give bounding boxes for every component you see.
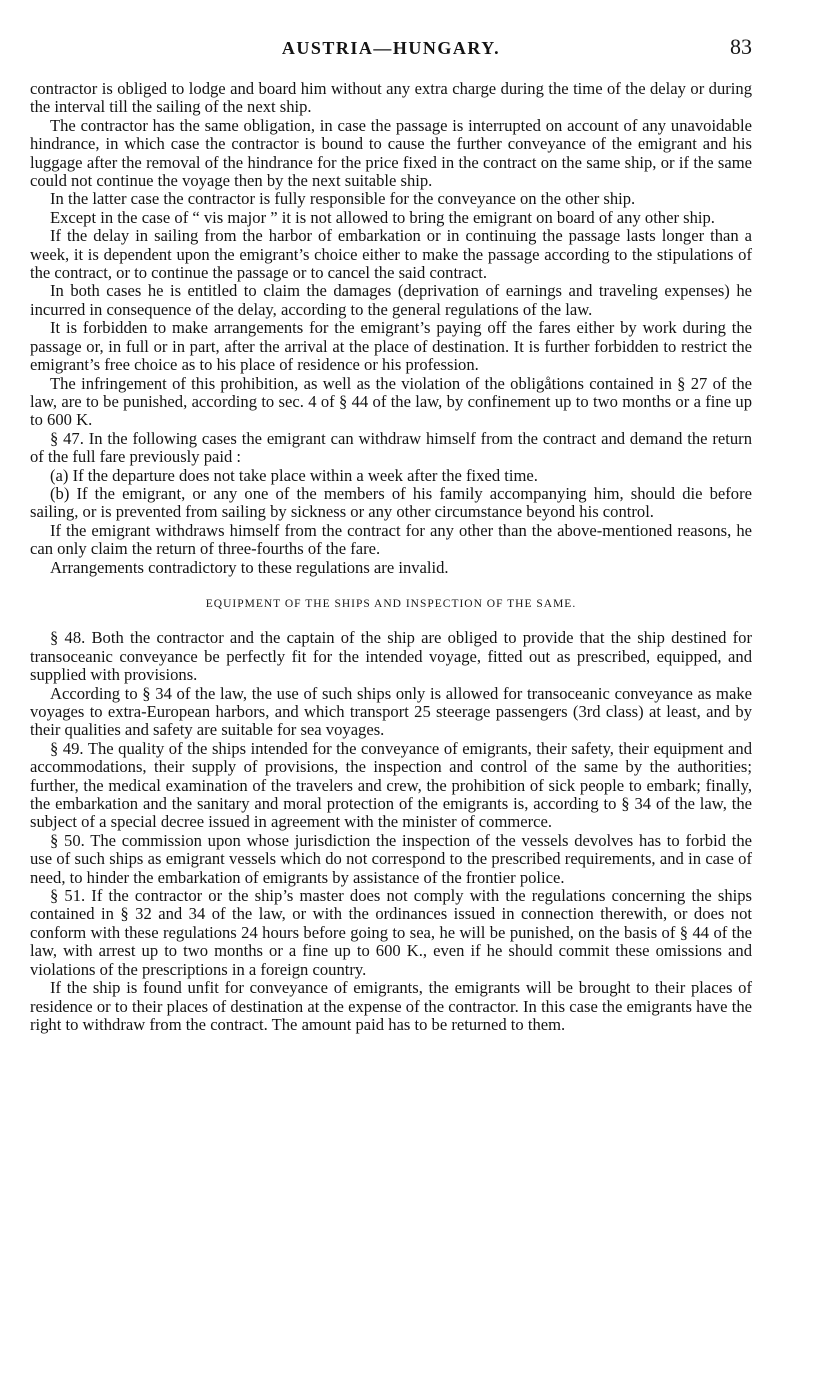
- paragraph: If the delay in sailing from the harbor of embarkation or in continuing the passage lasts longer than a week, it is dependent upon the emigrant’s choice either to make the passage according to the stipulations of the contract, or to continue the passage or to cancel the said contract.: [30, 226, 752, 283]
- paragraph: The contractor has the same obligation, in case the passage is interrupted on account of any unavoidable hindrance, in which case the contractor is bound to cause the further conveyance of the emigrant and his luggage after the removal of the hindrance for the price fixed in the contract on the same ship, or if the same could not continue the voyage then by the next suitable ship.: [30, 115, 752, 191]
- paragraph-continuation: contractor is obliged to lodge and board him without any extra charge during the time of the delay or during the interval till the sailing of the next ship.: [30, 79, 752, 117]
- paragraph-section-49: § 49. The quality of the ships intended for the conveyance of emigrants, their safety, their equipment and accommodations, their supply of provisions, the inspection and control of the same by the authorities; further, the medical examination of the travelers and crew, the prohibition of sick people to embark; finally, the embarkation and the sanitary and moral protection of the emigrants is, according to § 34 of the law, the subject of a special decree issued in agreement with the minister of commerce.: [30, 738, 752, 832]
- list-item-a: (a) If the departure does not take place within a week after the fixed time.: [50, 465, 538, 485]
- paragraph: In the latter case the contractor is fully responsible for the conveyance on the other ship.: [50, 189, 636, 209]
- running-title: AUSTRIA—HUNGARY.: [281, 38, 501, 58]
- paragraph: If the ship is found unfit for conveyance of emigrants, the emigrants will be brought to their places of residence or to their places of destination at the expense of the contractor. In this case the emigrants have the right to withdraw from the contract. The amount paid has to be returned to them.: [30, 978, 752, 1034]
- running-header: [30, 34, 752, 64]
- document-page: [30, 34, 752, 1034]
- paragraph: It is forbidden to make arrangements for the emigrant’s paying off the fares either by work during the passage or, in full or in part, after the arrival at the place of destination. It is further forbidden to restrict the emigrant’s free choice as to his place of residence or his profession.: [30, 318, 752, 375]
- paragraph-section-51: § 51. If the contractor or the ship’s master does not comply with the regulations concerning the ships contained in § 32 and 34 of the law, or with the ordinances issued in connection therewith, or does not conform with these regulations 24 hours before going to sea, he will be punished, on the basis of § 44 of the law, with arrest up to two months or a fine up to 600 K., even if he should commit these omissions and violations of the prescriptions in a foreign country.: [30, 886, 752, 979]
- page-number: 83: [730, 34, 752, 59]
- paragraph: Arrangements contradictory to these regulations are invalid.: [50, 557, 449, 577]
- paragraph: Except in the case of “ vis major ” it is not allowed to bring the emigrant on board of any other ship.: [50, 207, 715, 227]
- list-item-b: (b) If the emigrant, or any one of the members of his family accompanying him, should die before sailing, or is prevented from sailing by sickness or any other circumstance beyond his control.: [30, 483, 752, 522]
- paragraph: The infringement of this prohibition, as well as the violation of the obligåtions contained in § 27 of the law, are to be punished, according to sec. 4 of § 44 of the law, by confinement up to two months or a fine up to 600 K.: [30, 373, 752, 430]
- paragraph: If the emigrant withdraws himself from the contract for any other than the above-mentioned reasons, he can only claim the return of three-fourths of the fare.: [30, 520, 752, 559]
- body-text: [30, 80, 752, 1034]
- paragraph-section-48: § 48. Both the contractor and the captain of the ship are obliged to provide that the ship destined for transoceanic conveyance be perfectly fit for the intended voyage, fitted out as prescribed, equipped, and supplied with provisions.: [30, 628, 752, 685]
- paragraph-section-47: § 47. In the following cases the emigrant can withdraw himself from the contract and demand the return of the full fare previously paid :: [30, 428, 752, 467]
- paragraph: In both cases he is entitled to claim the damages (deprivation of earnings and traveling expenses) he incurred in consequence of the delay, according to the general regulations of the law.: [30, 281, 752, 319]
- paragraph-section-50: § 50. The commission upon whose jurisdiction the inspection of the vessels devolves has to forbid the use of such ships as emigrant vessels which do not correspond to the prescribed requirements, and in case of need, to hinder the embarkation of emigrants by assistance of the frontier police.: [30, 830, 752, 887]
- paragraph: According to § 34 of the law, the use of such ships only is allowed for transoceanic conveyance as make voyages to extra-European harbors, and which transport 25 steerage passengers (3rd class) at least, and by their qualities and safety are suitable for sea voyages.: [30, 683, 752, 740]
- section-heading: EQUIPMENT OF THE SHIPS AND INSPECTION OF THE SAME.: [205, 597, 577, 610]
